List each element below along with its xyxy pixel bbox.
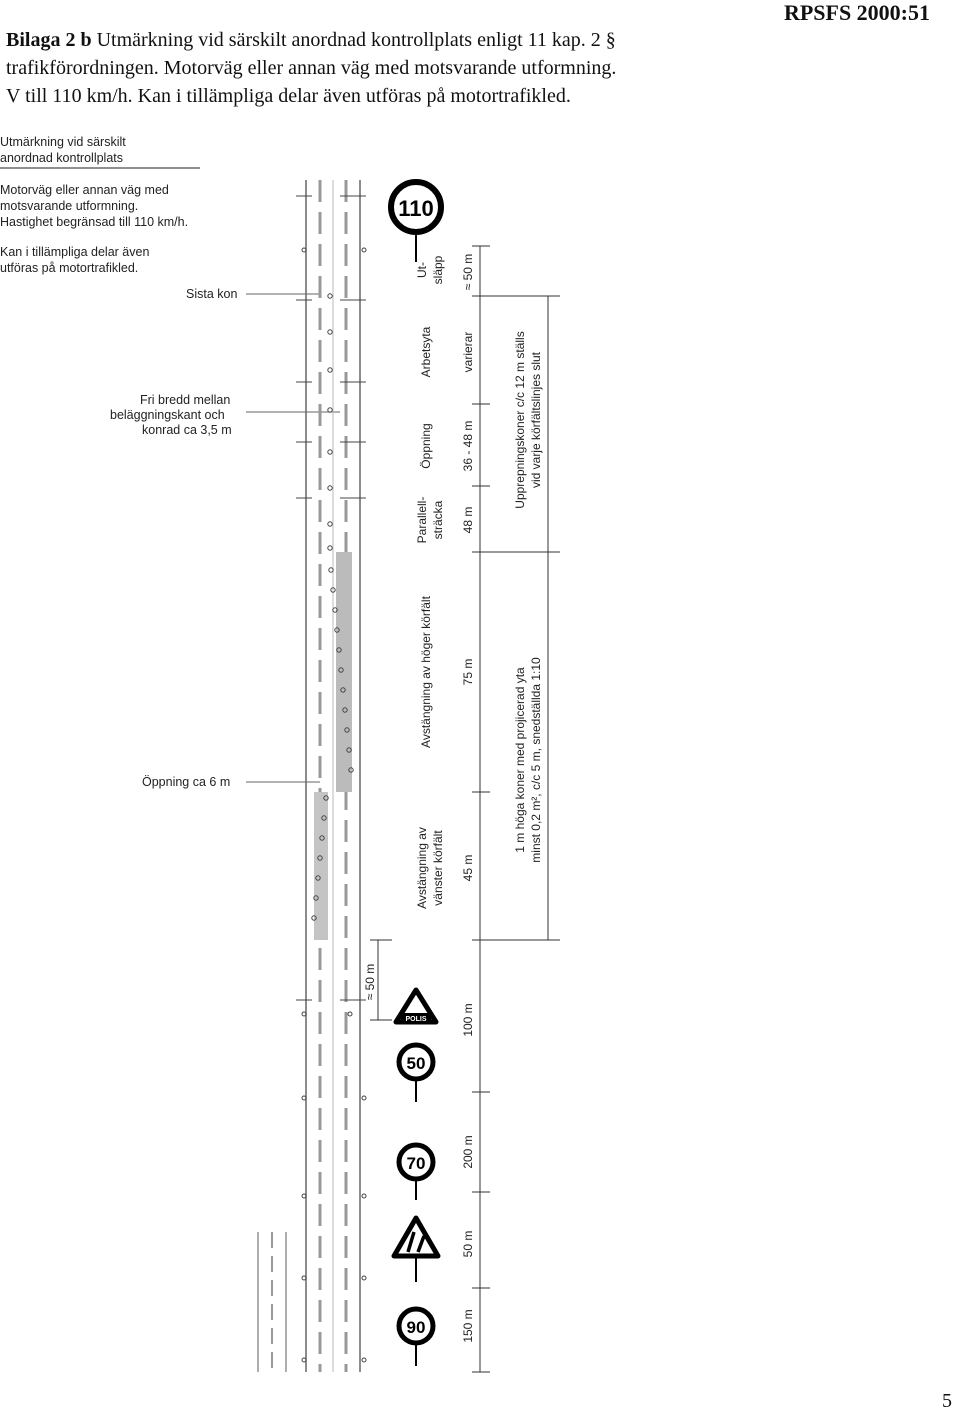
section-hoger: Avstängning av höger körfält [419,596,433,748]
header-line-3: V till 110 km/h. Kan i tillämpliga delar även utföras på motortrafikled. [6,85,571,107]
closed-right-lane-area [336,552,352,792]
dist-vanster: 45 m [461,854,475,882]
dist-utslapp: ≈ 50 m [461,253,475,291]
section-oppning: Öppning [419,423,433,469]
dist-100: 100 m [461,1003,475,1037]
section-vanster-line-2: vänster körfält [431,830,445,906]
section-arbetsyta: Arbetsyta [419,326,433,378]
note-lower-line-2: minst 0,2 m², c/c 5 m, snedställda 1:10 [529,657,543,863]
section-parallell-line-2: sträcka [431,500,445,540]
sign-lane-ends [394,1218,438,1282]
alt-desc-line-1: Kan i tillämpliga delar även [0,245,150,259]
page-number: 5 [942,1390,952,1412]
dist-parallell: 48 m [461,506,475,534]
opening-label: Öppning ca 6 m [142,775,231,789]
header-title: Utmärkning vid särskilt anordnad kontrollplats enligt 11 kap. 2 § [91,29,616,51]
alt-desc-line-2: utföras på motortrafikled. [0,261,139,275]
sign-speed-50 [399,1045,433,1102]
sign-police-control [396,990,436,1023]
road-markings [258,180,366,1372]
note-upper-line-2: vid varje körfältslinjes slut [529,351,543,489]
dist-150: 150 m [461,1309,475,1343]
section-vanster-line-1: Avstängning av [415,827,429,909]
dist-hoger: 75 m [461,658,475,686]
sign-50-text: 50 [406,1054,426,1073]
road-desc-line-2: motsvarande utformning. [0,199,139,213]
dist-oppning: 36 - 48 m [461,420,475,472]
diagram-title-line-1: Utmärkning vid särskilt [0,135,126,149]
dist-arbetsyta: varierar [461,331,475,373]
clear-width-line-2: beläggningskant och [110,408,225,422]
sign-70-text: 70 [406,1154,426,1173]
section-parallell-line-1: Parallell- [415,496,429,544]
document-code: RPSFS 2000:51 [783,0,930,25]
cone-row [302,248,366,1362]
section-utslapp-line-1: Ut- [415,262,429,278]
last-cone-label: Sista kon [186,287,238,301]
dist-50: 50 m [461,1230,475,1258]
dist-200: 200 m [461,1135,475,1169]
clear-width-line-1: Fri bredd mellan [140,393,231,407]
sign-speed-90 [399,1309,433,1366]
police-sign-text: POLIS [405,1016,427,1023]
sign-speed-70 [399,1145,433,1200]
diagram-title-line-2: anordnad kontrollplats [0,151,123,165]
header-line-2: trafikförordningen. Motorväg eller annan väg med motsvarande utformning. [6,57,617,79]
road-desc-line-1: Motorväg eller annan väg med [0,183,169,197]
clear-width-line-3: konrad ca 3,5 m [142,423,232,437]
sign-90-text: 90 [406,1318,426,1337]
sign-speed-110 [391,182,441,262]
dist-police-gap: ≈ 50 m [363,963,377,1001]
road-desc-line-3: Hastighet begränsad till 110 km/h. [0,215,189,229]
note-upper-line-1: Upprepningskoner c/c 12 m ställs [513,331,527,509]
header-appendix-label: Bilaga 2 b [6,29,92,51]
note-lower-line-1: 1 m höga koner med projicerad yta [513,667,527,853]
sign-110-text: 110 [398,196,434,221]
section-utslapp-line-2: släpp [431,255,445,285]
